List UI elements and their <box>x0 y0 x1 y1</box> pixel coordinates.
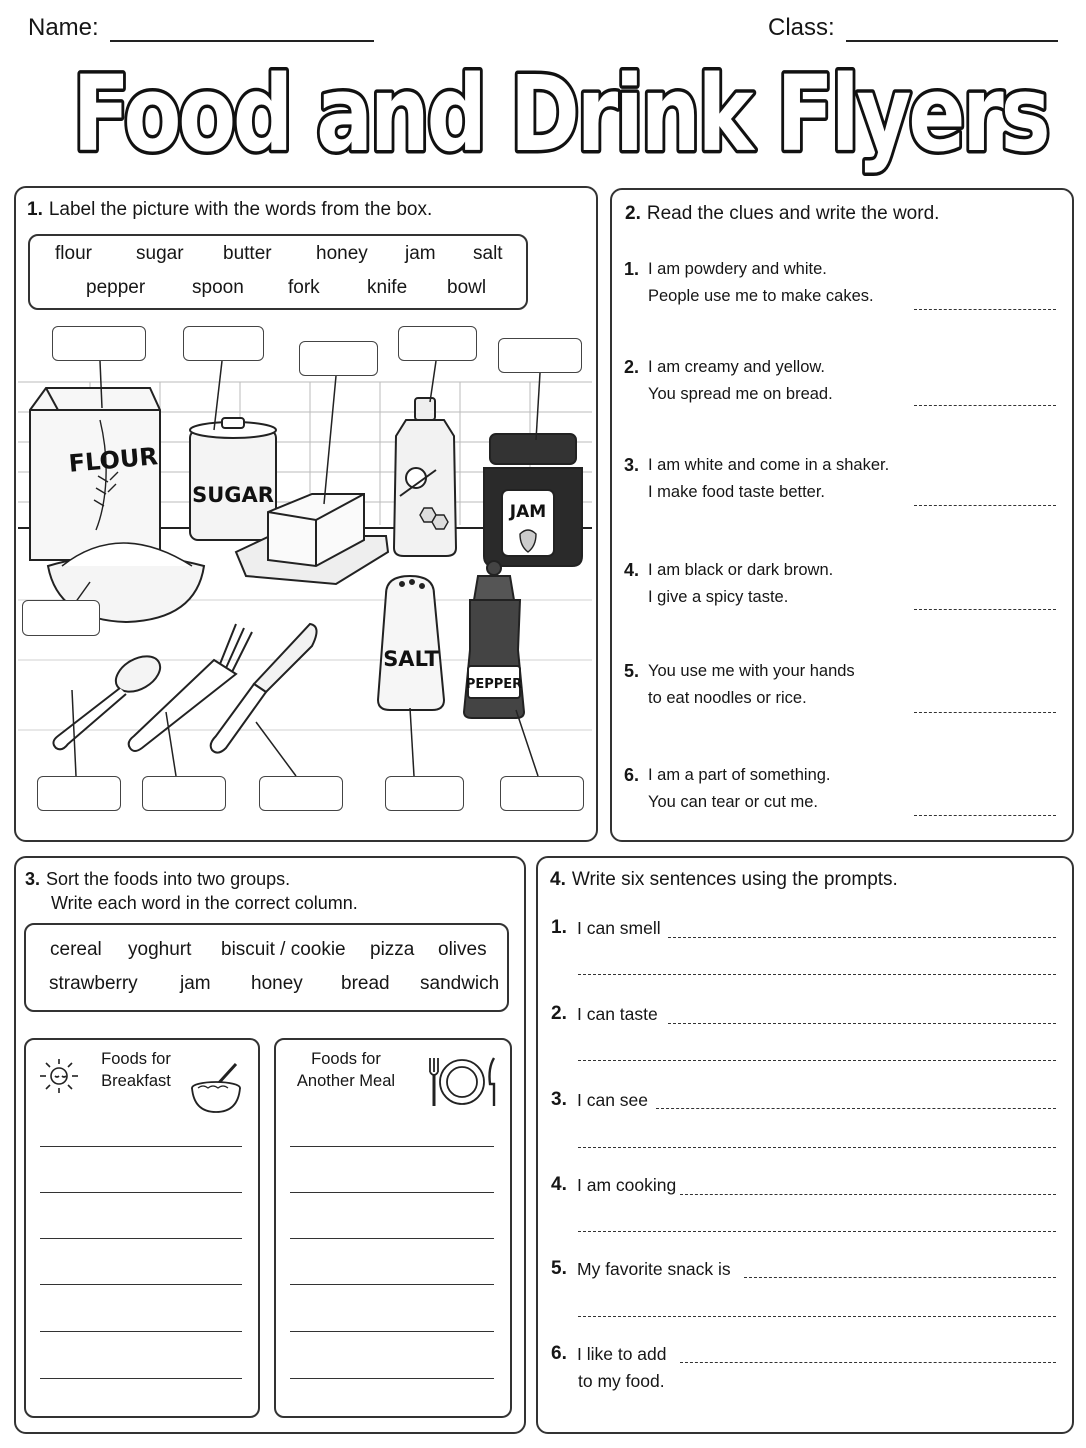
clue-text: I make food taste better. <box>648 483 826 501</box>
page-title-text: Food and Drink Flyers <box>72 53 1048 175</box>
word-box-item: pepper <box>86 277 146 298</box>
label-box[interactable] <box>183 326 264 361</box>
q3-instruction-2: Write each word in the correct column. <box>51 893 358 913</box>
flour-bag-label: FLOUR <box>67 442 159 478</box>
prompt-text: I can smell <box>577 918 661 938</box>
another-meal-heading <box>290 1048 402 1092</box>
q1-number: 1. <box>27 199 43 220</box>
q4-title <box>550 868 898 892</box>
answer-line[interactable] <box>744 1277 1056 1278</box>
word-box-item: spoon <box>192 277 244 298</box>
clue-number: 6. <box>624 765 640 785</box>
clue-text: I give a spicy taste. <box>648 588 789 606</box>
answer-line[interactable] <box>668 1023 1056 1024</box>
word-box-item: sugar <box>136 243 184 264</box>
cereal-bowl-icon <box>186 1060 246 1118</box>
clue-text: You spread me on bread. <box>648 385 833 403</box>
clue-text: I am white and come in a shaker. <box>648 456 890 474</box>
class-field[interactable] <box>846 40 1058 42</box>
answer-line[interactable] <box>290 1146 494 1147</box>
word-box-item: jam <box>180 973 211 994</box>
word-box-item: bowl <box>447 277 487 298</box>
answer-line[interactable] <box>290 1284 494 1285</box>
pepper-grinder-drawing <box>464 561 524 718</box>
label-box[interactable] <box>398 326 477 361</box>
flour-bag-drawing <box>30 388 160 560</box>
label-box[interactable] <box>500 776 584 811</box>
prompt-text: I like to add <box>577 1344 667 1364</box>
answer-line[interactable] <box>40 1331 242 1332</box>
answer-line[interactable] <box>578 1316 1056 1317</box>
another-meal-heading-line1: Foods for <box>311 1050 381 1068</box>
answer-line[interactable] <box>914 712 1056 713</box>
answer-line[interactable] <box>40 1192 242 1193</box>
q2-instruction: Read the clues and write the word. <box>646 203 940 224</box>
answer-line[interactable] <box>40 1238 242 1239</box>
answer-line[interactable] <box>40 1146 242 1147</box>
q2-title <box>625 202 939 226</box>
answer-line[interactable] <box>578 1231 1056 1232</box>
q2-number: 2. <box>625 203 641 224</box>
word-box-item: honey <box>316 243 368 264</box>
clue-number: 4. <box>624 560 640 580</box>
word-box-item: jam <box>405 243 436 264</box>
clue-text: I am creamy and yellow. <box>648 358 825 376</box>
q3-number: 3. <box>25 869 41 889</box>
prompt-number: 1. <box>551 917 567 938</box>
answer-line[interactable] <box>914 609 1056 610</box>
salt-shaker-label: SALT <box>383 647 439 671</box>
answer-line[interactable] <box>914 815 1056 816</box>
answer-line[interactable] <box>914 505 1056 506</box>
word-box-item: sandwich <box>420 973 500 994</box>
salt-shaker-drawing <box>378 576 444 710</box>
label-box[interactable] <box>385 776 464 811</box>
label-box[interactable] <box>52 326 146 361</box>
clue-text: You use me with your hands <box>648 662 855 680</box>
prompt-text: My favorite snack is <box>577 1259 731 1279</box>
q3-instruction: Sort the foods into two groups. <box>46 869 291 889</box>
answer-line[interactable] <box>290 1378 494 1379</box>
q3-title <box>25 867 290 891</box>
answer-line[interactable] <box>290 1238 494 1239</box>
name-field[interactable] <box>110 40 374 42</box>
word-box-item: salt <box>473 243 503 264</box>
word-box-item: honey <box>251 973 303 994</box>
label-box[interactable] <box>299 341 378 376</box>
breakfast-heading <box>86 1048 186 1092</box>
clue-text: You can tear or cut me. <box>648 793 818 811</box>
class-label: Class: <box>768 14 835 41</box>
prompt-number: 5. <box>551 1258 567 1279</box>
label-box[interactable] <box>142 776 226 811</box>
prompt-text: I can taste <box>577 1004 658 1024</box>
prompt-number: 6. <box>551 1343 567 1364</box>
answer-line[interactable] <box>290 1192 494 1193</box>
answer-line[interactable] <box>914 309 1056 310</box>
name-label: Name: <box>28 14 99 41</box>
plate-cutlery-icon <box>424 1054 502 1110</box>
another-meal-heading-line2: Another Meal <box>296 1072 396 1090</box>
answer-line[interactable] <box>290 1331 494 1332</box>
q1-instruction: Label the picture with the words from the box. <box>48 199 433 220</box>
breakfast-heading-line2: Breakfast <box>101 1072 171 1090</box>
answer-line[interactable] <box>914 405 1056 406</box>
word-box-item: pizza <box>370 939 415 960</box>
q3-word-box <box>24 923 509 1012</box>
word-box-item: yoghurt <box>128 939 192 960</box>
jam-jar-drawing <box>484 434 582 566</box>
clue-number: 2. <box>624 357 640 377</box>
prompt-number: 4. <box>551 1174 567 1195</box>
q4-number: 4. <box>550 869 566 890</box>
clue-number: 3. <box>624 455 640 475</box>
label-box[interactable] <box>498 338 582 373</box>
clue-text: I am black or dark brown. <box>648 561 834 579</box>
word-box-item: bread <box>341 973 390 994</box>
word-box-item: biscuit / cookie <box>221 939 346 960</box>
breakfast-heading-line1: Foods for <box>101 1050 171 1068</box>
clue-number: 1. <box>624 259 640 279</box>
answer-line[interactable] <box>680 1362 1056 1363</box>
clue-text: People use me to make cakes. <box>648 287 874 305</box>
prompt-text: I can see <box>577 1090 649 1110</box>
clue-number: 5. <box>624 661 640 681</box>
word-box-item: flour <box>55 243 92 264</box>
page-title <box>0 52 1086 182</box>
prompt-number: 3. <box>551 1089 567 1110</box>
sun-icon <box>36 1056 82 1096</box>
label-box[interactable] <box>22 600 100 636</box>
honey-bottle-drawing <box>394 398 456 556</box>
answer-line[interactable] <box>578 1060 1056 1061</box>
word-box-item: butter <box>223 243 272 264</box>
label-box[interactable] <box>259 776 343 811</box>
answer-line[interactable] <box>578 974 1056 975</box>
word-box-item: cereal <box>50 939 102 960</box>
prompt-text: I am cooking <box>577 1175 677 1195</box>
answer-line[interactable] <box>40 1378 242 1379</box>
answer-line[interactable] <box>578 1147 1056 1148</box>
answer-line[interactable] <box>656 1108 1056 1109</box>
answer-line[interactable] <box>668 937 1056 938</box>
answer-line[interactable] <box>680 1194 1056 1195</box>
kitchen-illustration <box>14 186 598 842</box>
pepper-grinder-label: PEPPER <box>465 677 523 692</box>
word-box-item: fork <box>288 277 320 298</box>
label-box[interactable] <box>37 776 121 811</box>
sugar-canister-label: SUGAR <box>192 483 274 507</box>
clue-text: to eat noodles or rice. <box>648 689 807 707</box>
clue-text: I am a part of something. <box>648 766 831 784</box>
word-box-item: strawberry <box>49 973 138 994</box>
word-box-item: olives <box>438 939 487 960</box>
answer-line[interactable] <box>40 1284 242 1285</box>
q4-instruction: Write six sentences using the prompts. <box>571 869 898 890</box>
sugar-canister-drawing <box>190 418 276 540</box>
prompt-text-continued: to my food. <box>578 1371 665 1391</box>
word-box-item: knife <box>367 277 408 298</box>
prompt-number: 2. <box>551 1003 567 1024</box>
jam-jar-label: JAM <box>509 502 547 522</box>
clue-text: I am powdery and white. <box>648 260 827 278</box>
